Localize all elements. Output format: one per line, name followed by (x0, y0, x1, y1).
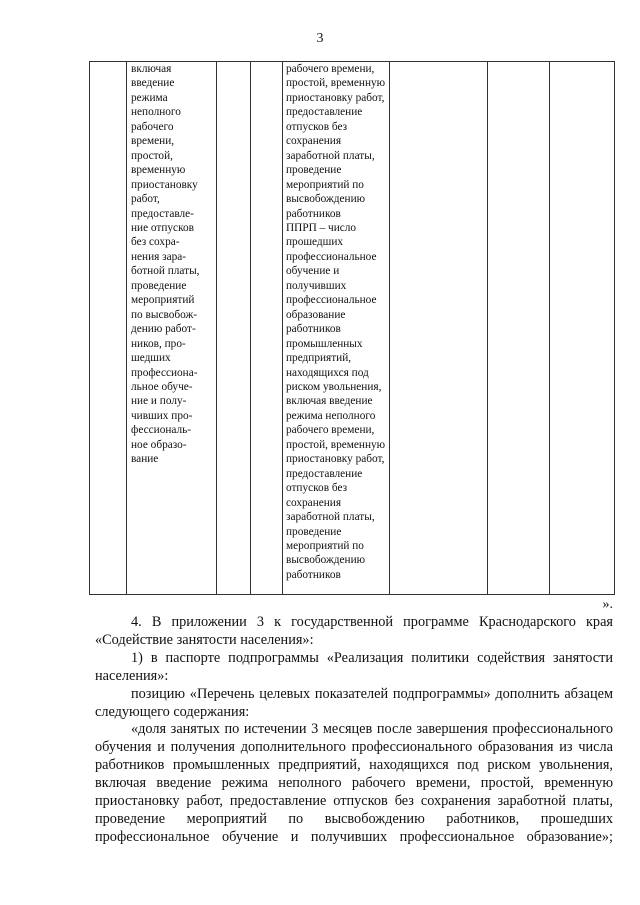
table-cell-col1 (90, 62, 127, 595)
paragraph-subitem-1: 1) в паспорте подпрограммы «Реализация политики содействия занятости населения»: (95, 649, 613, 684)
table-cell-col7 (488, 62, 550, 595)
closing-quote: ». (602, 597, 613, 612)
paragraph-indicator-quote: «доля занятых по истечении 3 месяцев после завершения профессионального обучения и получения дополнительного профессионального образования из числа работников промышленных предприятий, находящихся под риском увольнения, включая введение режима неполного рабочего времени, простой, временную приостановку работ, предоставление отпусков без сохранения заработной платы, проведение мероприятий по высвобождению работников, прошедших профессиональное обучение и получивших профессиональное образование»; (95, 721, 613, 845)
table-cell-col8 (550, 62, 615, 595)
table-cell-col6 (390, 62, 488, 595)
paragraph-item-4: 4. В приложении 3 к государственной программе Краснодарского края «Содействие занятости населения»: (95, 614, 613, 648)
indicator-name-text: включая введение режима неполного рабочего времени, простой, временную приостановку работ, предоставле- ние отпусков без сохра- нения зара- ботной платы, проведение мероприятий по высвобож- дению работ- ников, про- шедших профессиона- льное обуче- ние и полу- чивших про- фессиональ- ное образо- вание (131, 63, 200, 466)
body-text (95, 614, 613, 847)
page-number: 3 (316, 31, 324, 46)
formula-description-text: рабочего времени, простой, временную приостановку работ, предоставление отпусков без сохранения заработной платы, проведение мероприятий по высвобождению работников ППРП – число прошедших профессиональное обучение и получивших профессиональное образование работников промышленных предприятий, находящихся под риском увольнения, включая введение режима неполного рабочего времени, простой, временную приостановку работ, предоставление отпусков без сохранения заработной платы, проведение мероприятий по высвобождению работников (286, 63, 386, 581)
table-cell-col2 (127, 62, 217, 595)
table-cell-col4 (251, 62, 283, 595)
table-cell-col5 (283, 62, 390, 595)
table-row (90, 62, 615, 595)
table-cell-col3 (217, 62, 251, 595)
indicator-table (89, 61, 615, 595)
paragraph-position: позицию «Перечень целевых показателей подпрограммы» дополнить абзацем следующего содержания: (95, 685, 613, 720)
